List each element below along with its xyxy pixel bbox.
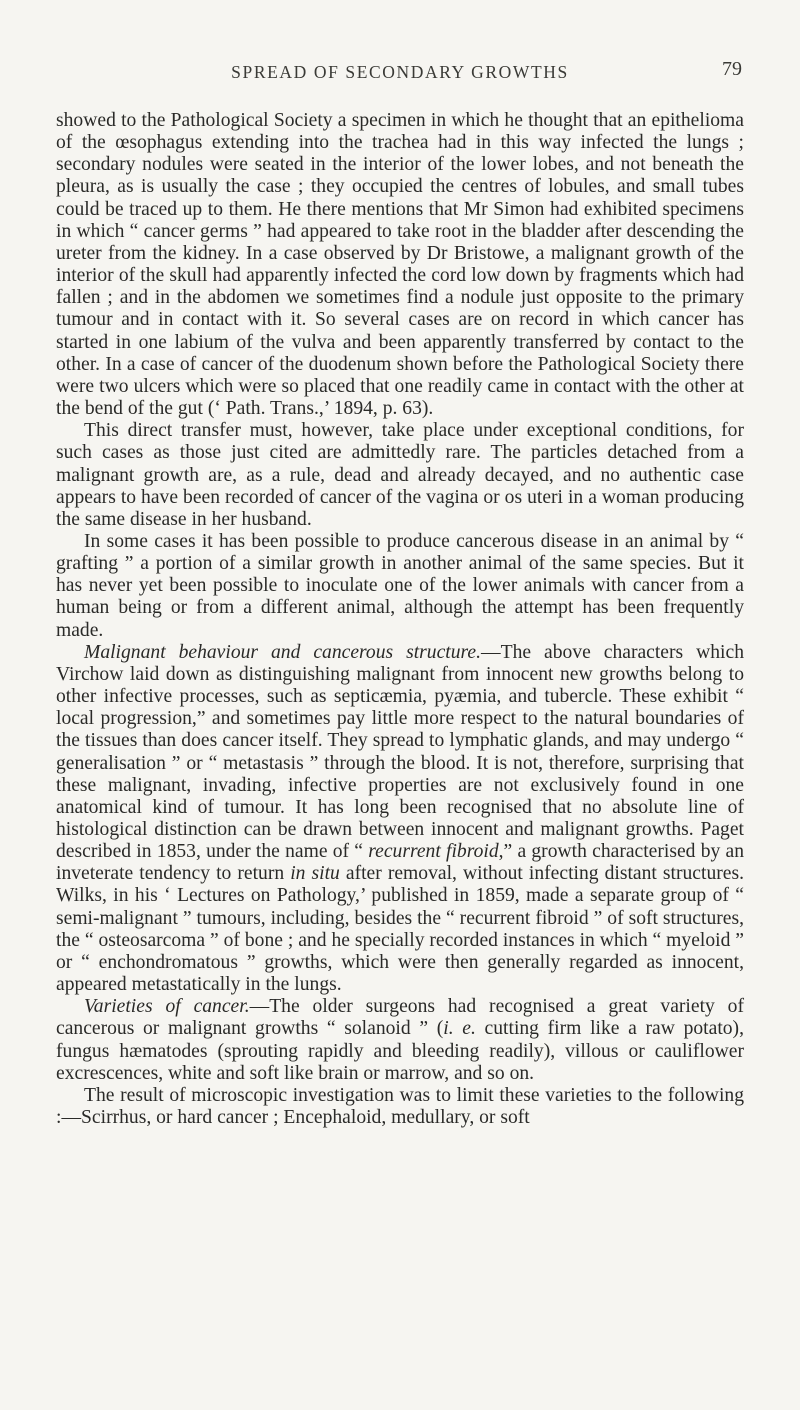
text-run: showed to the Pathological Society a specimen in which he thought that an epithelioma of the œsophagus extending into the trachea had in this way infected the lungs ; secondary nodules were seated in the interior of the lower lobes, and not beneath the pleura, as is usually the case ; they occupied the centres of lobules, and small tubes could be traced up to them. He there mentions that Mr Simon had exhibited specimens in which “ cancer germs ” had appeared to take root in the bladder after descending the ureter from the kidney. In a case observed by Dr Bristowe, a malignant growth of the interior of the skull had apparently infected the cord low down by fragments which had fallen ; and in the abdomen we sometimes find a nodule just opposite to the primary tumour and in contact with it. So several cases are on record in which cancer has started in one labium of the vulva and been apparently transferred by contact to the other. In a case of cancer of the duodenum shown before the Pathological Society there were two ulcers which were so placed that one readily came in contact with the other at the bend of the gut (‘ Path. Trans.,’ 1894, p. 63). — [56, 110, 744, 420]
running-title: SPREAD OF SECONDARY GROWTHS — [231, 62, 569, 82]
italic-text: i. e. — [443, 1018, 476, 1040]
body-text — [56, 110, 744, 1129]
page-number: 79 — [722, 58, 742, 80]
italic-text: in situ — [290, 863, 340, 885]
text-run: cutting firm like a raw potato), fungus hæmatodes (sprouting rapidly and bleeding readily), villous or cauliflower excrescences, white and soft like brain or marrow, and so on. — [56, 1018, 744, 1084]
paragraph — [56, 996, 744, 1085]
text-run: The result of microscopic investigation was to limit these varieties to the following :—Scirrhus, or hard cancer ; Encephaloid, medullary, or soft — [56, 1084, 744, 1129]
italic-text: Varieties of cancer. — [84, 996, 250, 1018]
paragraph — [56, 420, 744, 531]
text-run: —The older surgeons had recognised a great variety of cancerous or malignant growths “ solanoid ” ( — [56, 996, 745, 1040]
paragraph — [56, 1085, 744, 1129]
italic-text: recurrent fibroid — [368, 841, 499, 863]
running-head — [0, 56, 800, 86]
text-run: This direct transfer must, however, take place under exceptional conditions, for such cases as those just cited are admittedly rare. The particles detached from a malignant growth are, as a rule, dead and already decayed, and no authentic case appears to have been recorded of cancer of the vagina or os uteri in a woman producing the same disease in her husband. — [56, 420, 744, 530]
paragraph — [56, 110, 744, 420]
paragraph — [56, 642, 744, 997]
text-run: after removal, without infecting distant structures. Wilks, in his ‘ Lectures on Pathology,’ published in 1859, made a separate group of “ semi-malignant ” tumours, including, besides the “ recurrent fibroid ” of soft structures, the “ osteosarcoma ” of bone ; and he specially recorded instances in which “ myeloid ” or “ enchondromatous ” growths, which were then generally regarded as innocent, appeared metastatically in the lungs. — [56, 863, 744, 996]
italic-text: Malignant behaviour and cancerous structure. — [84, 641, 482, 663]
text-run: In some cases it has been possible to produce cancerous disease in an animal by “ grafting ” a portion of a similar growth in another animal of the same species. But it has never yet been possible to inoculate one of the lower animals with cancer from a human being or from a different animal, although the attempt has been frequently made. — [56, 530, 744, 641]
text-run: ,” a growth characterised by an inveterate tendency to return — [56, 841, 745, 885]
text-run: —The above characters which Virchow laid down as distinguishing malignant from innocent new growths belong to other infective processes, such as septicæmia, pyæmia, and tubercle. These exhibit “ local progression,” and sometimes pay little more respect to the natural boundaries of the tissues than does cancer itself. They spread to lymphatic glands, and may undergo “ generalisation ” or “ metastasis ” through the blood. It is not, therefore, surprising that these malignant, invading, infective properties are not exclusively found in one anatomical kind of tumour. It has long been recognised that no absolute line of histological distinction can be drawn between innocent and malignant growths. Paget described in 1853, under the name of “ — [56, 641, 744, 863]
paragraph — [56, 531, 744, 642]
